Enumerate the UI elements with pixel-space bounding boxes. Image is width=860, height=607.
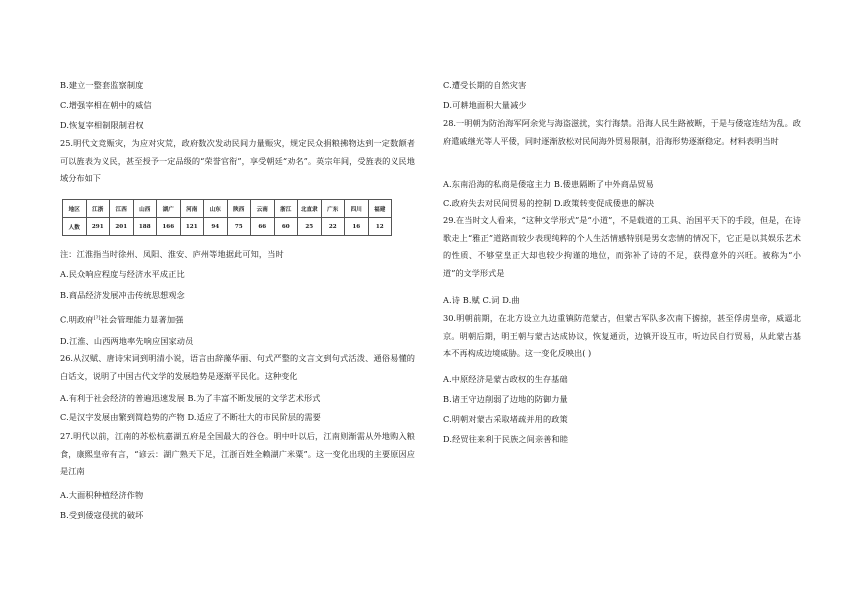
q26-stem: 26.从汉赋、唐诗宋词到明清小说，语言由辞藻华丽、句式严整的文言文到句式活泼、通俗易懂的白话文，说明了中国古代文学的发展趋势是逐渐平民化。这种变化 (60, 353, 415, 381)
q30-option-d: D.经贸往来利于民族之间亲善和睦 (443, 434, 569, 444)
q28-stem: 28.一明朝为防治海军阿余党与海盗滋扰，实行海禁。沿海人民生路被断，于是与倭寇连结为乱。政府遣戚继光等人平倭，同时逐渐放松对民间海外贸易限制，沿海形势逐渐稳定。材料表明当时 (443, 118, 801, 146)
q25-note: 注：江淮指当时徐州、凤阳、淮安、庐州等地据此可知，当时 (60, 249, 284, 259)
q27-option-a: A.大面积种植经济作物 (60, 490, 144, 500)
q24-option-d: D.恢复宰相制限制君权 (60, 120, 144, 130)
table-cell: 94 (204, 218, 228, 236)
q27-option-d: D.可耕地面积大量减少 (443, 100, 527, 110)
table-row-label: 人数 (63, 218, 87, 236)
q30-stem: 30.明朝前期，在北方设立九边重镇防范蒙古，但蒙古军队多次南下掳掠，甚至俘虏皇帝，威逼北京。明朝后期，明王朝与蒙古达成协议，恢复通贡，边镇开设互市，听边民自行贸易，从此蒙古基本不再构成边境威胁。这一变化反映出( ) (443, 313, 801, 358)
q25-option-c-mark: [?] (93, 315, 101, 321)
q30-option-c: C.明朝对蒙古采取堵疏并用的政策 (443, 414, 568, 424)
q26-options-cd: C.是汉字发展由繁到简趋势的产物 D.适应了不断壮大的市民阶层的需要 (60, 412, 321, 422)
q28-options-cd: C.政府失去对民间贸易的控制 D.政策转变促成倭患的解决 (443, 198, 655, 208)
q25-option-d: D.江淮、山西两地率先响应国家动员 (60, 336, 194, 346)
q25-option-b: B.商品经济发展冲击传统思想观念 (60, 290, 185, 300)
table-cell: 121 (180, 218, 204, 236)
table-cell: 201 (110, 218, 134, 236)
q29-options: A.诗 B.赋 C.词 D.曲 (443, 295, 520, 305)
table-header-cell: 江西 (110, 200, 134, 218)
table-cell: 66 (251, 218, 275, 236)
q24-option-b: B.建立一整套监察制度 (60, 80, 144, 90)
table-header-cell: 浙江 (274, 200, 298, 218)
q25-stem: 25.明代文竞赈灾，为应对灾荒，政府数次发动民间力量赈灾，规定民众捐粮拂物达到一定数额者可以旌表为义民，甚至授予一定品级的“荣誉官衔”，享受朝廷“劝名”。英宗年间，受旌表的义民地域分布如下 (60, 138, 415, 183)
q25-option-c-text: C.明政府 (60, 314, 94, 325)
table-header-cell: 福建 (368, 200, 392, 218)
q30-option-a: A.中原经济是蒙古政权的生存基础 (443, 374, 568, 384)
table-cell: 60 (274, 218, 298, 236)
table-data-row (63, 218, 392, 236)
table-header-cell: 云南 (251, 200, 275, 218)
q27-option-b: B.受到倭寇侵扰的破坏 (60, 510, 144, 520)
q25-option-c-text-2: 社会管理能力显著加强 (100, 314, 184, 325)
table-cell: 166 (157, 218, 181, 236)
table-header-cell: 四川 (345, 200, 369, 218)
table-cell: 291 (86, 218, 110, 236)
q30-option-b: B.诸王守边削弱了边地的防御力量 (443, 394, 568, 404)
volunteer-distribution-table (62, 199, 392, 236)
table-cell: 16 (345, 218, 369, 236)
table-header-cell: 广东 (321, 200, 345, 218)
table-header-cell: 河南 (180, 200, 204, 218)
q29-stem: 29.在当时文人看来，“这种文学形式”是“小道”，不是载道的工具、治国平天下的手段，但是，在诗歌走上“雅正”道路而较少表现纯粹的个人生活情感特别是男女恋情的情况下，它正是以其娱乐艺术的性质、不够堂皇正大却也较少拘谨的地位，而弥补了诗的不足，获得意外的兴旺。被称为“小道”的文学形式是 (443, 215, 801, 278)
table-header-cell: 北直隶 (298, 200, 322, 218)
table-header-row (63, 200, 392, 218)
table-header-cell: 山西 (133, 200, 157, 218)
table-cell: 75 (227, 218, 251, 236)
q25-option-c (60, 312, 183, 326)
q28-options-ab: A.东南沿海的私商是倭寇主力 B.倭患隔断了中外商品贸易 (443, 179, 654, 189)
q25-option-a: A.民众响应程度与经济水平成正比 (60, 269, 185, 279)
table-header-cell: 湖广 (157, 200, 181, 218)
table-header-cell: 山东 (204, 200, 228, 218)
table-header-label: 地区 (63, 200, 87, 218)
q27-option-c: C.遭受长期的自然灾害 (443, 80, 527, 90)
table-header-cell: 江浙 (86, 200, 110, 218)
table-cell: 22 (321, 218, 345, 236)
q24-option-c: C.增强宰相在朝中的威信 (60, 100, 152, 110)
q27-stem: 27.明代以前，江南的苏松杭嘉湖五府是全国最大的谷仓。明中叶以后，江南则渐需从外地购入粮食，康熙皇帝有言，“谚云：湖广熟天下足，江浙百姓全赖湖广米粟”。这一变化出现的主要原因应是江南 (60, 431, 415, 476)
table-cell: 188 (133, 218, 157, 236)
q26-options-ab: A.有利于社会经济的普遍迅速发展 B.为了丰富不断发展的文学艺术形式 (60, 393, 321, 403)
table-cell: 12 (368, 218, 392, 236)
table-header-cell: 陕西 (227, 200, 251, 218)
table-cell: 25 (298, 218, 322, 236)
